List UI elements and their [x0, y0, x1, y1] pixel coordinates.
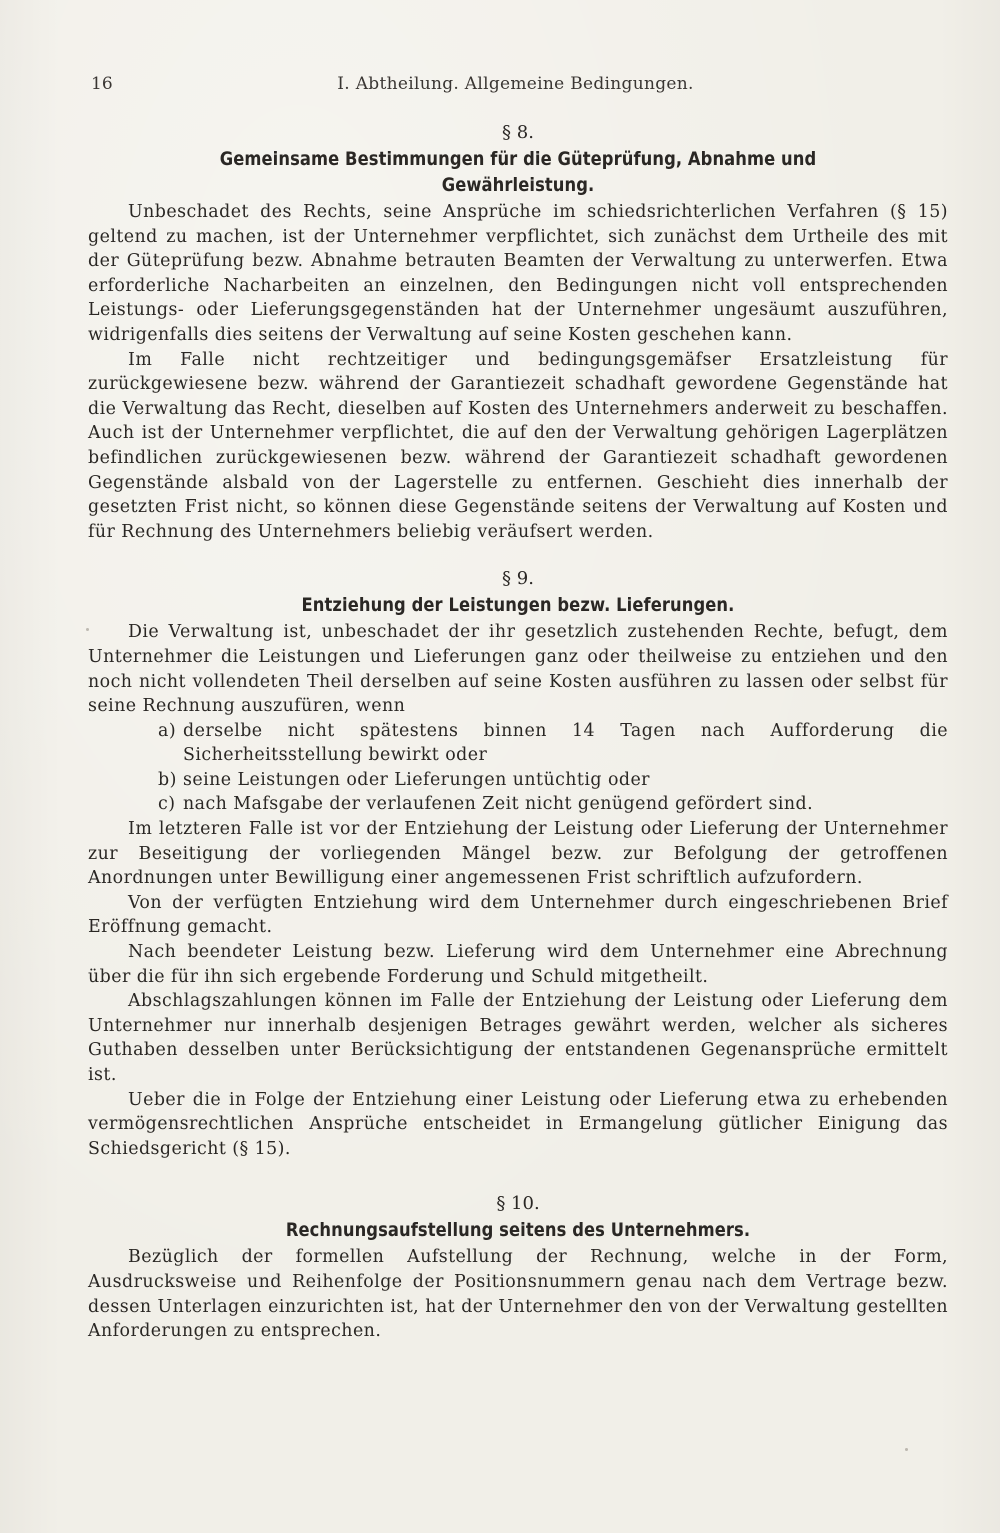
- list-label: c): [158, 794, 176, 815]
- section-9: [88, 566, 948, 1161]
- paragraph: Ueber die in Folge der Entziehung einer Leistung oder Lieferung etwa zu erhebenden vermögensrechtlichen Ansprüche entscheidet in Ermangelung gütlicher Einigung das Schiedsgericht (§ 15).: [88, 1089, 948, 1159]
- paragraph: Abschlagszahlungen können im Falle der Entziehung der Leistung oder Lieferung dem Unternehmer nur innerhalb desjenigen Betrages gewährt werden, welcher als sicheres Guthaben desselben unter Berücksichtigung der entstandenen Gegenansprüche ermittelt ist.: [88, 991, 948, 1085]
- condition-list: [88, 719, 948, 817]
- paragraph: Die Verwaltung ist, unbeschadet der ihr gesetzlich zustehenden Rechte, befugt, dem Unternehmer die Leistungen und Lieferungen ganz oder theilweise zu entziehen und den noch nicht vollendeten Theil derselben auf seine Kosten ausführen zu lassen oder selbst für seine Rechnung auszufüren, wenn: [88, 622, 948, 717]
- list-text: nach Mafsgabe der verlaufenen Zeit nicht genügend gefördert sind.: [183, 794, 814, 815]
- page-header: [91, 74, 940, 100]
- section-mark: § 9.: [502, 568, 534, 590]
- list-label: b): [158, 769, 177, 790]
- list-item: [88, 719, 948, 768]
- paragraph: Bezüglich der formellen Aufstellung der Rechnung, welche in der Form, Ausdrucksweise und Reihenfolge der Positionsnummern genau nach dem Vertrage bezw. dessen Unterlagen einzurichten ist, hat der Unternehmer den von der Verwaltung gestellten Anforderungen zu entsprechen.: [88, 1247, 948, 1342]
- section-title: Gemeinsame Bestimmungen für die Güteprüfung, Abnahme und Gewährleistung.: [219, 148, 817, 196]
- page-number: 16: [91, 74, 113, 94]
- scan-speck: [86, 628, 89, 631]
- list-item: [88, 768, 948, 793]
- running-title: I. Abtheilung. Allgemeine Bedingungen.: [337, 74, 694, 94]
- section-10: [88, 1191, 948, 1343]
- paragraph: Im Falle nicht rechtzeitiger und bedingungsgemäfser Ersatzleistung für zurückgewiesene bezw. während der Garantiezeit schadhaft gewordene Gegenstände hat die Verwaltung das Recht, dieselben auf Kosten des Unternehmers anderweit zu beschaffen. Auch ist der Unternehmer verpflichtet, die auf den der Verwaltung gehörigen Lagerplätzen befindlichen zurückgewiesenen bezw. während der Garantiezeit schadhaft gewordenen Gegenstände alsbald von der Lagerstelle zu entfernen. Geschieht dies innerhalb der gesetzten Frist nicht, so können diese Gegenstände seitens der Verwaltung auf Kosten und für Rechnung des Unternehmers beliebig veräufsert werden.: [88, 349, 948, 542]
- paragraph: Von der verfügten Entziehung wird dem Unternehmer durch eingeschriebenen Brief Eröffnung gemacht.: [88, 892, 948, 938]
- paragraph: Im letzteren Falle ist vor der Entziehung der Leistung oder Lieferung der Unternehmer zur Beseitigung der vorliegenden Mängel bezw. zur Befolgung der getroffenen Anordnungen unter Bewilligung einer angemessenen Frist schriftlich aufzufordern.: [88, 819, 948, 889]
- section-title: Rechnungsaufstellung seitens des Unternehmers.: [285, 1219, 751, 1242]
- list-text: derselbe nicht spätestens binnen 14 Tagen nach Aufforderung die Sicherheitsstellung bewirkt oder: [183, 720, 948, 766]
- section-mark: § 8.: [502, 122, 534, 143]
- list-label: a): [158, 720, 177, 741]
- section-8: [88, 120, 948, 544]
- list-item: [88, 792, 948, 817]
- list-text: seine Leistungen oder Lieferungen untüchtig oder: [183, 769, 650, 790]
- scan-speck: [905, 1448, 908, 1451]
- section-title: Entziehung der Leistungen bezw. Lieferungen.: [301, 594, 735, 617]
- page-body: [88, 120, 948, 1344]
- section-mark: § 10.: [496, 1193, 540, 1215]
- paragraph: Nach beendeter Leistung bezw. Lieferung wird dem Unternehmer eine Abrechnung über die für ihn sich ergebende Forderung und Schuld mitgetheilt.: [88, 942, 948, 987]
- paragraph: Unbeschadet des Rechts, seine Ansprüche im schiedsrichterlichen Verfahren (§ 15) geltend zu machen, ist der Unternehmer verpflichtet, sich zunächst dem Urtheile des mit der Güteprüfung bezw. Abnahme betrauten Beamten der Verwaltung zu unterwerfen. Etwa erforderliche Nacharbeiten an einzelnen, den Bedingungen nicht voll entsprechenden Leistungs- oder Lieferungsgegenständen hat der Unternehmer ungesäumt auszuführen, widrigenfalls dies seitens der Verwaltung auf seine Kosten geschehen kann.: [88, 202, 948, 345]
